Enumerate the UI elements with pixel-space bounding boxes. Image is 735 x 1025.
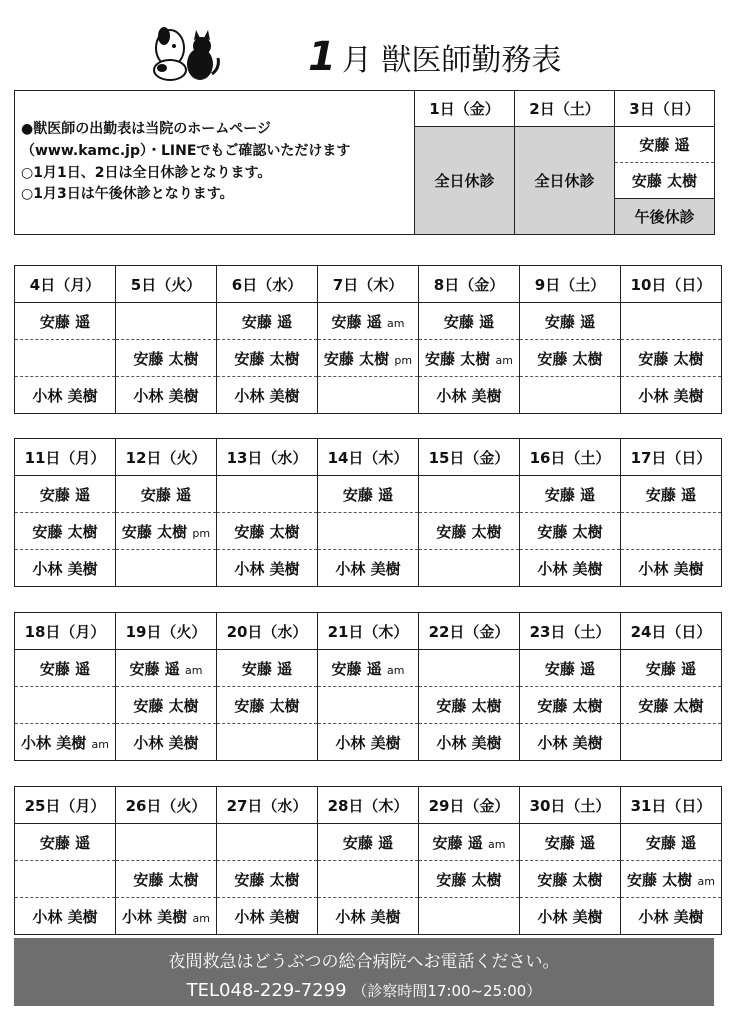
- day-header: 7日（木）: [318, 266, 419, 303]
- shift-cell: [217, 824, 318, 861]
- shift-cell: [217, 861, 318, 898]
- shift-suffix: am: [91, 737, 109, 751]
- vet-name: 安藤 太樹: [638, 696, 704, 715]
- shift-suffix: am: [387, 316, 405, 330]
- shift-cell: [520, 898, 621, 935]
- footer-phone: [14, 980, 714, 1001]
- footer: [14, 938, 714, 1006]
- shift-cell: [318, 303, 419, 340]
- vet-name: 安藤 遥: [645, 833, 697, 852]
- shift-cell: 安藤 太樹: [615, 163, 715, 199]
- shift-cell: [15, 340, 116, 377]
- shift-cell: [217, 476, 318, 513]
- shift-cell: [520, 377, 621, 414]
- day-header: 9日（土）: [520, 266, 621, 303]
- shift-cell: [318, 898, 419, 935]
- shift-cell: [419, 824, 520, 861]
- vet-name: 安藤 太樹: [627, 870, 693, 889]
- day-header: 10日（日）: [621, 266, 722, 303]
- vet-name: 小林 美樹: [133, 733, 199, 752]
- shift-cell: [15, 550, 116, 587]
- day-header: 3日（日）: [615, 91, 715, 127]
- day-header: 4日（月）: [15, 266, 116, 303]
- shift-suffix: pm: [394, 353, 413, 367]
- shift-cell: [15, 724, 116, 761]
- day-header: 27日（水）: [217, 787, 318, 824]
- tel-number: TEL048-229-7299: [186, 980, 347, 1001]
- vet-name: 安藤 太樹: [537, 696, 603, 715]
- vet-name: 小林 美樹: [638, 386, 704, 405]
- shift-cell: [15, 687, 116, 724]
- vet-name: 安藤 遥: [140, 485, 192, 504]
- vet-name: 小林 美樹: [537, 733, 603, 752]
- day-header: 15日（金）: [419, 439, 520, 476]
- shift-cell: [116, 687, 217, 724]
- day-header: 16日（土）: [520, 439, 621, 476]
- day-header: 22日（金）: [419, 613, 520, 650]
- shift-cell: 安藤 遥: [615, 127, 715, 163]
- day-header: 1日（金）: [415, 91, 515, 127]
- top-table: [14, 90, 715, 235]
- header: [0, 24, 735, 88]
- week-table: [14, 786, 722, 935]
- shift-cell: [621, 724, 722, 761]
- vet-name: 安藤 太樹: [234, 349, 300, 368]
- shift-cell: [621, 824, 722, 861]
- shift-cell: [15, 476, 116, 513]
- vet-name: 安藤 遥: [544, 312, 596, 331]
- day-header: 26日（火）: [116, 787, 217, 824]
- shift-suffix: am: [387, 663, 405, 677]
- vet-name: 小林 美樹: [234, 907, 300, 926]
- day-header: 18日（月）: [15, 613, 116, 650]
- shift-cell: [520, 824, 621, 861]
- week-table: [14, 265, 722, 414]
- day-header: 2日（土）: [515, 91, 615, 127]
- shift-suffix: am: [185, 663, 203, 677]
- vet-name: 安藤 遥: [39, 312, 91, 331]
- vet-name: 安藤 遥: [645, 485, 697, 504]
- vet-name: 安藤 遥: [544, 833, 596, 852]
- dog-cat-logo-icon: [148, 24, 222, 84]
- vet-name: 小林 美樹: [133, 386, 199, 405]
- shift-cell: [621, 650, 722, 687]
- shift-suffix: pm: [192, 526, 211, 540]
- vet-name: 安藤 遥: [39, 833, 91, 852]
- vet-name: 安藤 太樹: [425, 349, 491, 368]
- shift-cell: [116, 650, 217, 687]
- shift-cell: [116, 550, 217, 587]
- shift-cell: [318, 724, 419, 761]
- shift-cell: [621, 513, 722, 550]
- week-table: [14, 612, 722, 761]
- vet-name: 安藤 遥: [241, 659, 293, 678]
- shift-cell: [318, 824, 419, 861]
- closed-cell: 全日休診: [515, 127, 615, 235]
- vet-name: 小林 美樹: [21, 733, 87, 752]
- day-header: 6日（水）: [217, 266, 318, 303]
- shift-cell: [520, 550, 621, 587]
- closed-cell: 全日休診: [415, 127, 515, 235]
- shift-cell: [520, 513, 621, 550]
- vet-name: 安藤 遥: [129, 659, 180, 678]
- shift-cell: [419, 650, 520, 687]
- day-header: 13日（水）: [217, 439, 318, 476]
- day-header: 17日（日）: [621, 439, 722, 476]
- vet-name: 安藤 遥: [432, 833, 483, 852]
- week-table: [14, 438, 722, 587]
- vet-name: 安藤 遥: [39, 485, 91, 504]
- shift-cell: [520, 303, 621, 340]
- vet-name: 安藤 太樹: [234, 522, 300, 541]
- vet-name: 安藤 遥: [331, 312, 382, 331]
- shift-cell: [318, 340, 419, 377]
- day-header: 30日（土）: [520, 787, 621, 824]
- vet-name: 安藤 太樹: [234, 870, 300, 889]
- vet-name: 安藤 太樹: [436, 522, 502, 541]
- shift-cell: [15, 377, 116, 414]
- shift-cell: [116, 513, 217, 550]
- vet-name: 小林 美樹: [32, 386, 98, 405]
- afternoon-closed-cell: 午後休診: [615, 199, 715, 235]
- shift-cell: [419, 687, 520, 724]
- vet-name: 安藤 遥: [544, 659, 596, 678]
- shift-cell: [116, 861, 217, 898]
- shift-cell: [419, 303, 520, 340]
- shift-cell: [419, 550, 520, 587]
- shift-cell: [116, 340, 217, 377]
- vet-name: 小林 美樹: [122, 907, 188, 926]
- shift-cell: [217, 340, 318, 377]
- shift-cell: [116, 377, 217, 414]
- shift-cell: [15, 513, 116, 550]
- vet-name: 小林 美樹: [335, 733, 401, 752]
- shift-cell: [318, 550, 419, 587]
- shift-cell: [621, 898, 722, 935]
- day-header: 25日（月）: [15, 787, 116, 824]
- day-header: 23日（土）: [520, 613, 621, 650]
- vet-name: 安藤 太樹: [234, 696, 300, 715]
- day-header: 11日（月）: [15, 439, 116, 476]
- day-header: 14日（木）: [318, 439, 419, 476]
- vet-name: 小林 美樹: [234, 559, 300, 578]
- shift-cell: [217, 898, 318, 935]
- shift-cell: [621, 303, 722, 340]
- shift-cell: [217, 513, 318, 550]
- shift-cell: [318, 377, 419, 414]
- notice-box: [15, 91, 415, 235]
- vet-name: 安藤 遥: [544, 485, 596, 504]
- shift-cell: [318, 513, 419, 550]
- vet-name: 安藤 太樹: [638, 349, 704, 368]
- vet-name: 安藤 遥: [39, 659, 91, 678]
- vet-name: 安藤 太樹: [436, 870, 502, 889]
- shift-cell: [116, 898, 217, 935]
- vet-name: 安藤 遥: [443, 312, 495, 331]
- vet-name: 安藤 太樹: [133, 696, 199, 715]
- shift-cell: [116, 724, 217, 761]
- shift-cell: [621, 861, 722, 898]
- shift-cell: [419, 898, 520, 935]
- vet-name: 安藤 遥: [645, 659, 697, 678]
- shift-cell: [520, 724, 621, 761]
- vet-name: 安藤 太樹: [32, 522, 98, 541]
- vet-name: 小林 美樹: [638, 907, 704, 926]
- shift-cell: [15, 898, 116, 935]
- shift-cell: [520, 340, 621, 377]
- vet-name: 小林 美樹: [335, 907, 401, 926]
- day-header: 12日（火）: [116, 439, 217, 476]
- shift-cell: [217, 724, 318, 761]
- vet-name: 安藤 太樹: [133, 870, 199, 889]
- day-header: 28日（木）: [318, 787, 419, 824]
- shift-cell: [621, 687, 722, 724]
- shift-suffix: am: [488, 837, 506, 851]
- shift-cell: [621, 476, 722, 513]
- vet-name: 安藤 太樹: [537, 870, 603, 889]
- shift-cell: [419, 861, 520, 898]
- shift-suffix: am: [697, 874, 715, 888]
- day-header: 31日（日）: [621, 787, 722, 824]
- vet-name: 安藤 太樹: [133, 349, 199, 368]
- shift-cell: [318, 687, 419, 724]
- vet-name: 安藤 太樹: [436, 696, 502, 715]
- hours-text: （診察時間17:00~25:00）: [352, 982, 542, 1000]
- shift-cell: [217, 650, 318, 687]
- shift-cell: [520, 861, 621, 898]
- shift-cell: [621, 550, 722, 587]
- shift-cell: [419, 340, 520, 377]
- vet-name: 小林 美樹: [436, 733, 502, 752]
- page-title: 1 月 獣医師勤務表: [308, 34, 562, 80]
- shift-cell: [419, 476, 520, 513]
- shift-cell: [217, 303, 318, 340]
- vet-name: 安藤 遥: [342, 833, 394, 852]
- shift-cell: [520, 687, 621, 724]
- day-header: 29日（金）: [419, 787, 520, 824]
- vet-name: 小林 美樹: [335, 559, 401, 578]
- shift-cell: [116, 303, 217, 340]
- vet-name: 小林 美樹: [638, 559, 704, 578]
- shift-cell: [318, 861, 419, 898]
- notice-line: ●獣医師の出勤表は当院のホームページ（www.kamc.jp）・LINEでもご確認いただけます: [21, 121, 351, 159]
- shift-suffix: am: [495, 353, 513, 367]
- shift-cell: [318, 476, 419, 513]
- day-header: 20日（水）: [217, 613, 318, 650]
- shift-cell: [520, 476, 621, 513]
- vet-name: 安藤 遥: [331, 659, 382, 678]
- vet-name: 安藤 遥: [241, 312, 293, 331]
- vet-name: 安藤 遥: [342, 485, 394, 504]
- shift-cell: [15, 303, 116, 340]
- vet-name: 小林 美樹: [436, 386, 502, 405]
- shift-cell: [15, 650, 116, 687]
- shift-cell: [419, 724, 520, 761]
- shift-cell: [318, 650, 419, 687]
- day-header: 19日（火）: [116, 613, 217, 650]
- shift-cell: [621, 377, 722, 414]
- vet-name: 小林 美樹: [32, 559, 98, 578]
- vet-name: 安藤 太樹: [121, 522, 188, 541]
- shift-cell: [217, 687, 318, 724]
- notice-line: ○1月3日は午後休診となります。: [21, 186, 234, 203]
- shift-cell: [419, 377, 520, 414]
- day-header: 24日（日）: [621, 613, 722, 650]
- shift-cell: [621, 340, 722, 377]
- vet-name: 安藤 太樹: [537, 349, 603, 368]
- footer-emergency-text: 夜間救急はどうぶつの総合病院へお電話ください。: [168, 952, 560, 972]
- shift-cell: [419, 513, 520, 550]
- vet-name: 小林 美樹: [537, 559, 603, 578]
- day-header: 5日（火）: [116, 266, 217, 303]
- shift-suffix: am: [192, 911, 210, 925]
- notice-line: ○1月1日、2日は全日休診となります。: [21, 164, 272, 181]
- day-header: 8日（金）: [419, 266, 520, 303]
- shift-cell: [116, 476, 217, 513]
- vet-name: 安藤 太樹: [537, 522, 603, 541]
- vet-name: 小林 美樹: [537, 907, 603, 926]
- shift-cell: [15, 824, 116, 861]
- vet-name: 安藤 太樹: [323, 349, 390, 368]
- shift-cell: [217, 550, 318, 587]
- shift-cell: [15, 861, 116, 898]
- vet-name: 小林 美樹: [234, 386, 300, 405]
- vet-name: 小林 美樹: [32, 907, 98, 926]
- shift-cell: [520, 650, 621, 687]
- day-header: 21日（木）: [318, 613, 419, 650]
- shift-cell: [116, 824, 217, 861]
- shift-cell: [217, 377, 318, 414]
